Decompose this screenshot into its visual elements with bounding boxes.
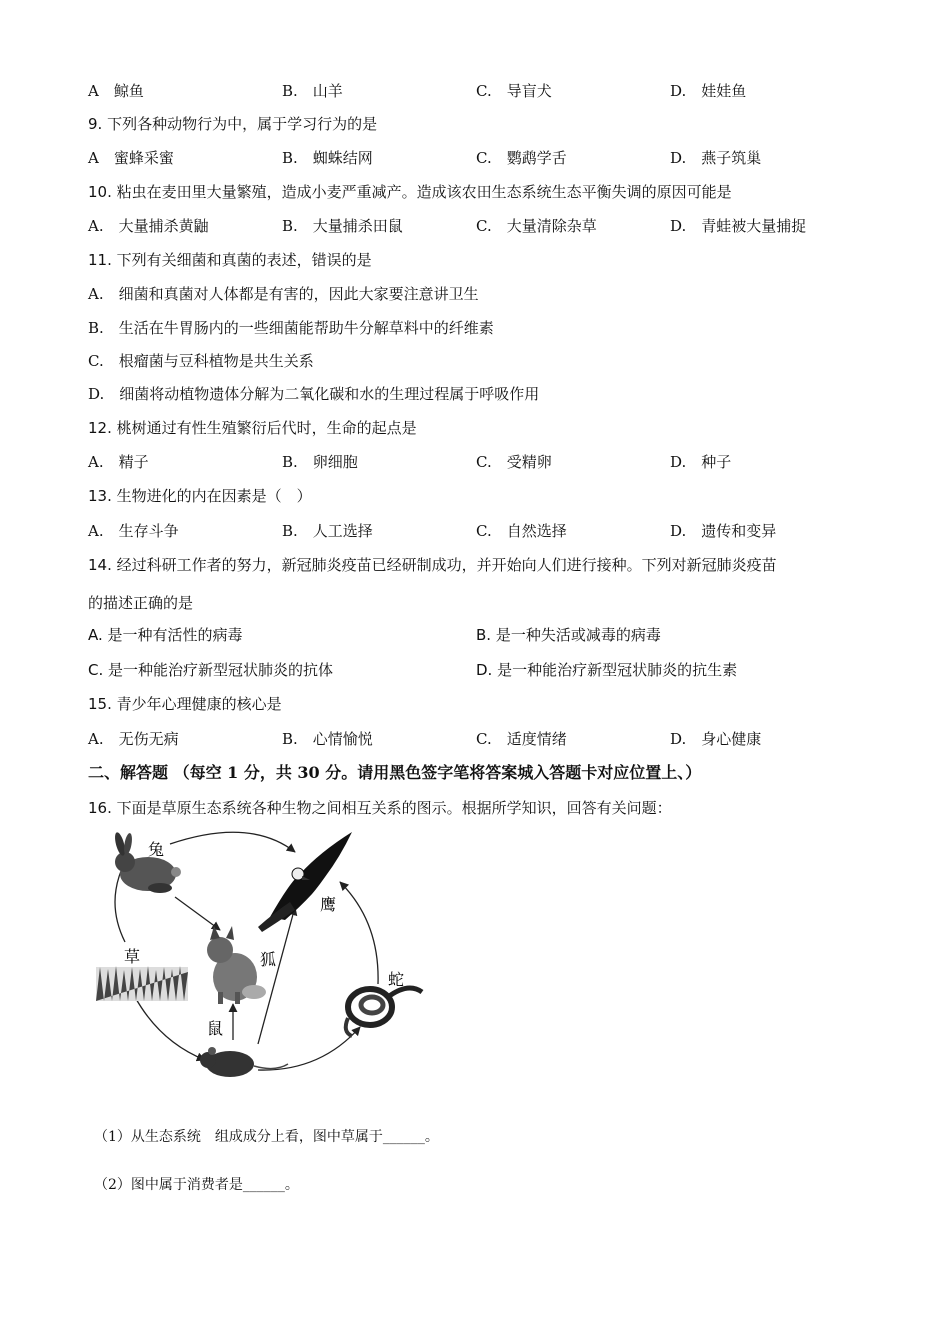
q14-option-c: C. 是一种能治疗新型冠状肺炎的抗体 — [88, 661, 334, 679]
q9-stem — [88, 114, 377, 134]
q16-stem — [88, 798, 672, 818]
q16-sub1: （1）从生态系统 组成成分上看，图中草属于______。 — [94, 1129, 439, 1145]
q16-number: 16. — [88, 799, 112, 817]
food-web-diagram — [90, 822, 430, 1092]
q13-option-d: D. 遗传和变异 — [670, 522, 777, 540]
q9-option-b: B. 蜘蛛结网 — [282, 149, 373, 167]
q13-option-c: C. 自然选择 — [476, 522, 567, 540]
q8-option-d: D. 娃娃鱼 — [670, 82, 747, 100]
q13-stem — [88, 486, 312, 506]
q12-stem — [88, 418, 417, 438]
q12-option-b: B. 卵细胞 — [282, 453, 358, 471]
q14-number: 14. — [88, 556, 112, 574]
section-heading: 二、解答题 （每空 1 分，共 30 分。请用黑色签字笔将答案城入答题卡对应位置上、） — [88, 763, 702, 782]
q11-text: 下列有关细菌和真菌的表述，错误的是 — [116, 251, 372, 269]
q9-option-c: C. 鹦鹉学舌 — [476, 149, 567, 167]
snake-image — [346, 988, 422, 1036]
label-fox: 狐 — [260, 950, 277, 969]
label-eagle: 鹰 — [320, 895, 337, 914]
q10-stem — [88, 182, 732, 202]
q14-stem — [88, 555, 777, 575]
q12-text: 桃树通过有性生殖繁衍后代时，生命的起点是 — [116, 419, 417, 437]
q11-stem — [88, 250, 372, 270]
q15-text: 青少年心理健康的核心是 — [116, 695, 282, 713]
q14-text: 经过科研工作者的努力，新冠肺炎疫苗已经研制成功，并开始向人们进行接种。下列对新冠肺炎疫苗 — [116, 556, 777, 574]
q16-text: 下面是草原生态系统各种生物之间相互关系的图示。根据所学知识，回答有关问题： — [116, 799, 672, 817]
q12-option-c: C. 受精卵 — [476, 453, 552, 471]
eagle-image — [258, 832, 352, 932]
q8-option-b: B. 山羊 — [282, 82, 343, 100]
q15-option-c: C. 适度情绪 — [476, 730, 567, 748]
label-mouse: 鼠 — [207, 1019, 224, 1038]
q12-number: 12. — [88, 419, 112, 437]
q15-number: 15. — [88, 695, 112, 713]
q13-text: 生物进化的内在因素是（ ） — [116, 487, 312, 505]
fox-image — [207, 926, 266, 1004]
q10-option-d: D. 青蛙被大量捕捉 — [670, 217, 807, 235]
grass-image — [96, 966, 188, 1001]
q9-text: 下列各种动物行为中，属于学习行为的是 — [107, 115, 378, 133]
q10-option-b: B. 大量捕杀田鼠 — [282, 217, 403, 235]
q16-sub2: （2）图中属于消费者是______。 — [94, 1177, 299, 1193]
q10-number: 10. — [88, 183, 112, 201]
arrow-mouse-to-snake — [258, 1027, 360, 1070]
q9-option-d: D. 燕子筑巢 — [670, 149, 762, 167]
q11-option-a: A. 细菌和真菌对人体都是有害的，因此大家要注意讲卫生 — [88, 285, 479, 303]
mouse-image — [200, 1047, 288, 1077]
q10-option-a: A. 大量捕杀黄鼬 — [88, 217, 209, 235]
q13-option-a: A. 生存斗争 — [88, 522, 179, 540]
q12-option-a: A. 精子 — [88, 453, 149, 471]
q12-option-d: D. 种子 — [670, 453, 732, 471]
q8-option-c: C. 导盲犬 — [476, 82, 552, 100]
arrow-rabbit-to-eagle — [170, 832, 295, 852]
arrow-rabbit-to-fox — [175, 897, 220, 930]
q9-option-a: A 蜜蜂采蜜 — [88, 149, 174, 167]
label-grass: 草 — [124, 947, 141, 966]
q14-option-d: D. 是一种能治疗新型冠状肺炎的抗生素 — [476, 661, 738, 679]
q9-number: 9. — [88, 115, 103, 133]
q10-text: 粘虫在麦田里大量繁殖，造成小麦严重减产。造成该农田生态系统生态平衡失调的原因可能是 — [116, 183, 732, 201]
rabbit-image — [113, 831, 181, 893]
q11-option-d: D. 细菌将动植物遗体分解为二氧化碳和水的生理过程属于呼吸作用 — [88, 385, 540, 403]
q14-stem-continued: 的描述正确的是 — [88, 594, 194, 612]
q11-number: 11. — [88, 251, 112, 269]
q15-stem — [88, 694, 282, 714]
q8-option-a: A 鲸鱼 — [88, 82, 144, 100]
q14-option-b: B. 是一种失活或减毒的病毒 — [476, 626, 661, 644]
q13-number: 13. — [88, 487, 112, 505]
q13-option-b: B. 人工选择 — [282, 522, 373, 540]
q11-option-b: B. 生活在牛胃肠内的一些细菌能帮助牛分解草料中的纤维素 — [88, 319, 494, 337]
q15-option-b: B. 心情愉悦 — [282, 730, 373, 748]
arrow-snake-to-eagle — [340, 882, 378, 984]
q14-option-a: A. 是一种有活性的病毒 — [88, 626, 243, 644]
q15-option-d: D. 身心健康 — [670, 730, 762, 748]
label-snake: 蛇 — [388, 970, 405, 989]
q10-option-c: C. 大量清除杂草 — [476, 217, 597, 235]
arrow-grass-to-mouse — [135, 997, 205, 1060]
q11-option-c: C. 根瘤菌与豆科植物是共生关系 — [88, 352, 314, 370]
label-rabbit: 兔 — [148, 840, 165, 859]
q15-option-a: A. 无伤无病 — [88, 730, 179, 748]
